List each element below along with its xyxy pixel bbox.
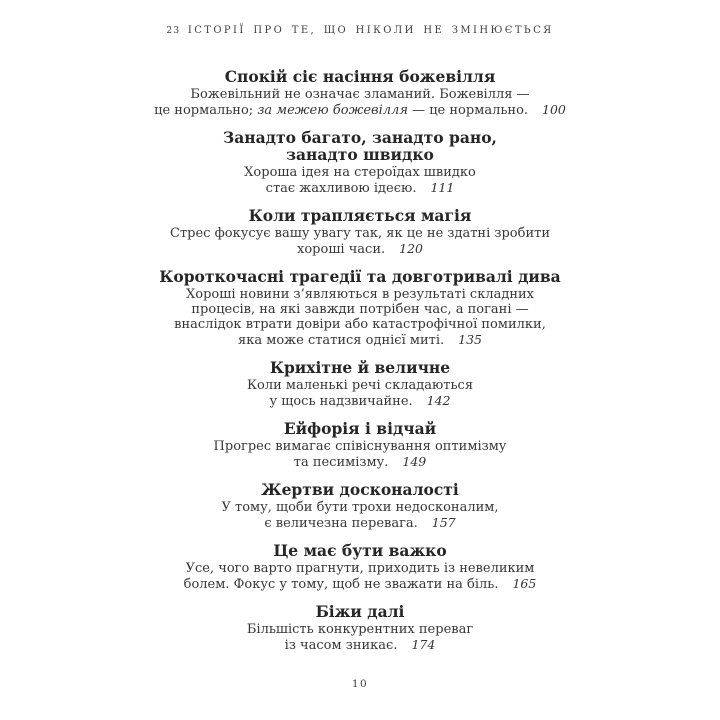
entry-subtitle-line — [0, 622, 720, 637]
toc-entry — [0, 359, 720, 409]
toc-entry — [0, 68, 720, 118]
entry-title — [0, 420, 720, 437]
toc-entry — [0, 542, 720, 592]
entry-title-line: Короткочасні трагедії та довготривалі дива — [159, 267, 561, 286]
entry-subtitle-line — [0, 226, 720, 241]
subtitle-segment: внаслідок втрати довіри або катастрофічної помилки, — [174, 317, 546, 332]
entry-subtitle-line — [0, 637, 720, 653]
toc-entry — [0, 420, 720, 470]
subtitle-segment: хороші часи. — [297, 242, 386, 257]
subtitle-segment: є величезна перевага. — [264, 516, 418, 531]
entry-title-line: Ейфорія і відчай — [283, 419, 437, 438]
entry-title — [0, 207, 720, 224]
subtitle-italic-segment: за межею божевілля — [257, 103, 408, 118]
entry-subtitle-line — [0, 515, 720, 531]
entry-title-line: Крихітне й величне — [269, 358, 451, 377]
subtitle-segment: — це нормально. — [407, 103, 529, 118]
subtitle-segment: Божевільний не означає зламаний. Божевілля — — [190, 87, 530, 102]
chapter-page-number: 157 — [431, 515, 456, 530]
entry-title-line: Жертви досконалості — [261, 480, 459, 499]
subtitle-segment: стає жахливою ідеєю. — [265, 181, 417, 196]
entry-title — [0, 481, 720, 498]
subtitle-segment: У тому, щоби бути трохи недосконалим, — [221, 500, 499, 515]
running-header-title: ІСТОРІЇ ПРО ТЕ, ЩО НІКОЛИ НЕ ЗМІНЮЄТЬСЯ — [187, 25, 554, 36]
chapter-page-number: 100 — [542, 102, 566, 117]
entry-title-line: занадто швидко — [286, 145, 434, 164]
subtitle-segment: це нормально; — [154, 103, 258, 118]
subtitle-segment: яка може статися однієї миті. — [238, 333, 445, 348]
entry-title-line: Спокій сіє насіння божевілля — [224, 67, 496, 86]
entry-subtitle-line — [0, 87, 720, 102]
entry-subtitle — [0, 226, 720, 257]
chapter-page-number: 120 — [399, 241, 423, 256]
entry-subtitle — [0, 87, 720, 118]
chapter-page-number: 174 — [411, 637, 436, 652]
entry-subtitle-line — [0, 165, 720, 180]
entry-subtitle — [0, 165, 720, 196]
entry-subtitle — [0, 378, 720, 409]
subtitle-segment: Стрес фокусує вашу увагу так, як це не здатні зробити — [170, 226, 550, 241]
entry-subtitle-line — [0, 302, 720, 317]
subtitle-segment: із часом зникає. — [284, 638, 398, 653]
subtitle-segment: та песимізму. — [293, 455, 389, 470]
entry-title — [0, 603, 720, 620]
entry-subtitle-line — [0, 454, 720, 470]
subtitle-segment: Коли маленькі речі складаються — [246, 378, 474, 393]
entry-subtitle-line — [0, 393, 720, 409]
page-number: 10 — [351, 678, 369, 690]
toc-entry — [0, 268, 720, 348]
entry-subtitle — [0, 561, 720, 592]
chapter-page-number: 149 — [402, 454, 427, 469]
running-header — [0, 25, 720, 36]
subtitle-segment: Більшість конкурентних переваг — [246, 622, 474, 637]
entry-title-line: Коли трапляється магія — [248, 206, 472, 225]
entry-title-line: Занадто багато, занадто рано, — [223, 128, 497, 147]
toc-entry — [0, 207, 720, 257]
entry-subtitle — [0, 500, 720, 531]
toc-list — [0, 68, 720, 664]
entry-title-line: Це має бути важко — [273, 541, 447, 560]
subtitle-segment: болем. Фокус у тому, щоб не зважати на біль. — [183, 577, 499, 592]
toc-entry — [0, 129, 720, 196]
entry-subtitle-line — [0, 180, 720, 196]
entry-title-line: Біжи далі — [315, 602, 405, 621]
entry-subtitle-line — [0, 241, 720, 257]
entry-title — [0, 542, 720, 559]
entry-subtitle-line — [0, 378, 720, 393]
entry-subtitle-line — [0, 102, 720, 118]
chapter-page-number: 142 — [426, 393, 451, 408]
subtitle-segment: Хороші новини з’являються в результаті складних — [186, 287, 534, 302]
entry-title — [0, 268, 720, 285]
running-header-number: 23 — [166, 26, 181, 36]
entry-title — [0, 129, 720, 163]
subtitle-segment: Усе, чого варто прагнути, приходить із невеликим — [185, 561, 535, 576]
entry-subtitle — [0, 287, 720, 348]
toc-entry — [0, 481, 720, 531]
entry-subtitle-line — [0, 317, 720, 332]
entry-title — [0, 68, 720, 85]
subtitle-segment: Хороша ідея на стероїдах швидко — [244, 165, 476, 180]
entry-subtitle-line — [0, 500, 720, 515]
toc-entry — [0, 603, 720, 653]
chapter-page-number: 165 — [512, 576, 537, 591]
entry-subtitle-line — [0, 576, 720, 592]
entry-title — [0, 359, 720, 376]
chapter-page-number: 111 — [430, 180, 455, 195]
subtitle-segment: Прогрес вимагає співіснування оптимізму — [213, 439, 507, 454]
entry-subtitle — [0, 439, 720, 470]
entry-subtitle-line — [0, 561, 720, 576]
subtitle-segment: у щось надзвичайне. — [269, 394, 413, 409]
entry-subtitle-line — [0, 332, 720, 348]
chapter-page-number: 135 — [458, 332, 482, 347]
entry-subtitle-line — [0, 287, 720, 302]
entry-subtitle — [0, 622, 720, 653]
subtitle-segment: процесів, на які завжди потрібен час, а погані — — [191, 302, 529, 317]
entry-subtitle-line — [0, 439, 720, 454]
